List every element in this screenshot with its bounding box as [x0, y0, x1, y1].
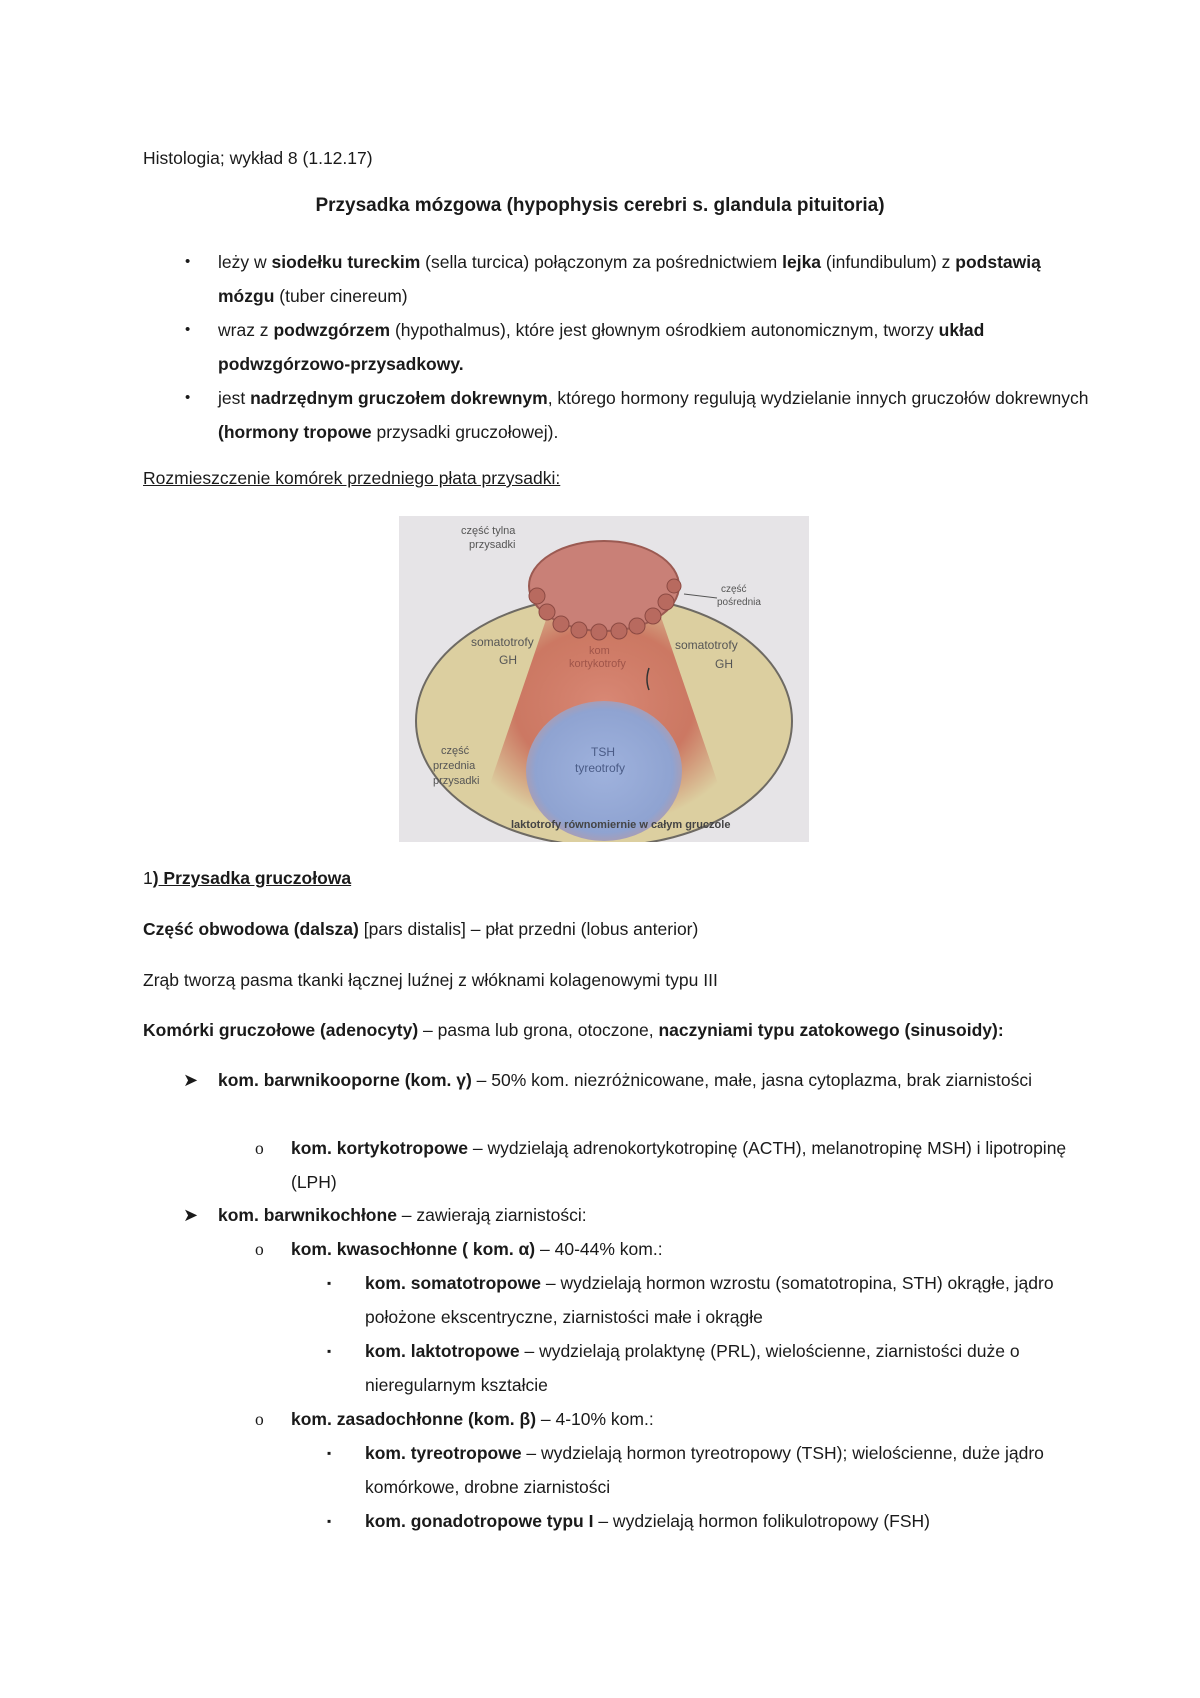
text-segment: , którego hormony regulują wydzielanie innych gruczołów dokrewnych	[547, 388, 1089, 408]
subsection-title: ) Przysadka gruczołowa	[152, 868, 352, 888]
bold-text-segment: naczyniami typu zatokowego (sinusoidy):	[658, 1020, 1004, 1040]
bold-text-segment: kom. somatotropowe	[365, 1273, 541, 1293]
text-segment: – wydzielają adrenokortykotropinę (ACTH), melanotropinę MSH) i lipotropinę (LPH)	[291, 1138, 1067, 1192]
label-bottom: laktotrofy równomiernie w całym gruczole	[511, 819, 731, 831]
label-intermediate-2: pośrednia	[717, 597, 761, 608]
bullet-dot-icon: •	[185, 389, 191, 406]
label-center-2: kortykotrofy	[569, 658, 626, 670]
bold-text-segment: układ podwzgórzowo-przysadkowy.	[218, 320, 985, 374]
square-bullet-icon: ▪	[327, 1276, 332, 1290]
bold-text-segment: podstawią mózgu	[218, 252, 1041, 306]
list-item-text	[250, 1402, 1090, 1436]
text-segment: (hypothalmus), które jest głownym ośrodkiem autonomicznym, tworzy	[390, 320, 939, 340]
list-item-text	[183, 1063, 1083, 1097]
text-segment: (infundibulum) z	[821, 252, 956, 272]
paragraph-stroma: Zrąb tworzą pasma tkanki łącznej luźnej z włóknami kolagenowymi typu III	[143, 970, 718, 990]
label-tsh-1: TSH	[591, 745, 615, 759]
document-title: Przysadka mózgowa (hypophysis cerebri s. glandula pituitoria)	[315, 195, 885, 216]
bold-text-segment: lejka	[782, 252, 822, 272]
bold-text-segment: kom. kwasochłonne ( kom. α)	[291, 1239, 536, 1259]
label-center-1: kom	[589, 645, 610, 657]
bullet-text	[218, 252, 1041, 306]
bold-text-segment: podwzgórzem	[273, 320, 391, 340]
list-item-text	[325, 1436, 1095, 1504]
paragraph-pars-distalis	[143, 917, 698, 942]
label-somato-left-1: somatotrofy	[471, 635, 534, 649]
bold-text-segment: kom. tyreotropowe	[365, 1443, 522, 1463]
list-item-text	[250, 1131, 1090, 1199]
text-segment: – 40-44% kom.:	[535, 1239, 663, 1259]
intro-bullet-1	[0, 245, 1098, 313]
list-item-text	[325, 1266, 1095, 1334]
text-segment: – 50% kom. niezróżnicowane, małe, jasna cytoplazma, brak ziarnistości	[471, 1070, 1033, 1090]
label-tsh-2: tyreotrofy	[575, 761, 626, 775]
text-segment: (tuber cinereum)	[274, 286, 408, 306]
bullet-text	[218, 320, 984, 374]
label-anterior-3: przysadki	[433, 775, 480, 787]
label-anterior-2: przednia	[433, 760, 476, 772]
label-posterior-2: przysadki	[469, 539, 516, 551]
arrow-bullet-icon: ➤	[183, 1070, 199, 1090]
list-item-chromophils	[183, 1198, 1083, 1232]
text-segment: leży w	[218, 252, 272, 272]
bold-text-segment: Komórki gruczołowe (adenocyty)	[143, 1020, 419, 1040]
label-posterior-1: część tylna	[461, 525, 516, 537]
pituitary-diagram-svg	[399, 516, 809, 842]
pituitary-diagram-photo	[399, 516, 809, 842]
bold-text-segment: Część obwodowa (dalsza)	[143, 919, 359, 939]
bullet-text	[218, 388, 1089, 442]
list-item-text	[325, 1334, 1095, 1402]
list-item-text	[325, 1504, 1095, 1538]
text-segment: – wydzielają hormon tyreotropowy (TSH); wielościenne, duże jądro komórkowe, drobne ziarnistości	[365, 1443, 1044, 1497]
lecture-header: Histologia; wykład 8 (1.12.17)	[143, 148, 373, 168]
intro-bullet-list	[0, 245, 1200, 449]
circle-bullet-icon: o	[255, 1239, 264, 1259]
label-somato-left-2: GH	[499, 653, 517, 667]
bullet-dot-icon: •	[185, 321, 191, 338]
arrow-bullet-icon: ➤	[183, 1205, 199, 1225]
bullet-dot-icon: •	[185, 253, 191, 270]
list-item-text	[183, 1198, 1083, 1232]
list-item-chromophobes	[183, 1063, 1083, 1097]
subsection-heading	[143, 866, 351, 891]
subsection-number: 1	[143, 868, 153, 888]
intro-bullet-3	[0, 381, 1098, 449]
bold-text-segment: kom. gonadotropowe typu I	[365, 1511, 594, 1531]
list-item-gonadotropes	[325, 1504, 1095, 1538]
bold-text-segment: kom. laktotropowe	[365, 1341, 520, 1361]
list-item-somatotropes	[325, 1266, 1095, 1334]
bold-text-segment: nadrzędnym gruczołem dokrewnym	[250, 388, 548, 408]
paragraph-adenocytes	[143, 1018, 1004, 1043]
bold-text-segment: (hormony tropowe	[218, 422, 372, 442]
label-intermediate-1: część	[721, 584, 747, 595]
text-segment: [pars distalis] – płat przedni (lobus anterior)	[358, 919, 699, 939]
text-segment: (sella turcica) połączonym za pośrednictwiem	[420, 252, 783, 272]
text-segment: jest	[218, 388, 251, 408]
bold-text-segment: kom. barwnikooporne (kom. γ)	[218, 1070, 472, 1090]
text-segment: – wydzielają prolaktynę (PRL), wielościenne, ziarnistości duże o nieregularnym kształcie	[365, 1341, 1020, 1395]
square-bullet-icon: ▪	[327, 1446, 332, 1460]
section-heading-cell-distribution: Rozmieszczenie komórek przedniego płata przysadki:	[143, 468, 561, 488]
label-somato-right-1: somatotrofy	[675, 638, 738, 652]
list-item-acidophils	[250, 1232, 1090, 1266]
label-somato-right-2: GH	[715, 657, 733, 671]
list-item-lactotropes	[325, 1334, 1095, 1402]
bold-text-segment: siodełku tureckim	[271, 252, 421, 272]
label-anterior-1: część	[441, 745, 470, 757]
list-item-text	[250, 1232, 1090, 1266]
bold-text-segment: kom. zasadochłonne (kom. β)	[291, 1409, 537, 1429]
text-segment: przysadki gruczołowej).	[371, 422, 559, 442]
list-item-basophils	[250, 1402, 1090, 1436]
text-segment: – wydzielają hormon wzrostu (somatotropina, STH) okrągłe, jądro położone ekscentryczne, ziarnistości małe i okrągłe	[365, 1273, 1054, 1327]
circle-bullet-icon: o	[255, 1409, 264, 1429]
text-segment: – 4-10% kom.:	[536, 1409, 654, 1429]
text-segment: – wydzielają hormon folikulotropowy (FSH)	[593, 1511, 930, 1531]
bold-text-segment: kom. kortykotropowe	[291, 1138, 468, 1158]
list-item-corticotropes	[250, 1131, 1090, 1199]
intro-bullet-2	[0, 313, 1098, 381]
square-bullet-icon: ▪	[327, 1344, 332, 1358]
text-segment: – pasma lub grona, otoczone,	[418, 1020, 659, 1040]
text-segment: wraz z	[218, 320, 274, 340]
bold-text-segment: kom. barwnikochłone	[218, 1205, 397, 1225]
list-item-thyrotropes	[325, 1436, 1095, 1504]
square-bullet-icon: ▪	[327, 1514, 332, 1528]
circle-bullet-icon: o	[255, 1138, 264, 1158]
text-segment: – zawierają ziarnistości:	[396, 1205, 587, 1225]
